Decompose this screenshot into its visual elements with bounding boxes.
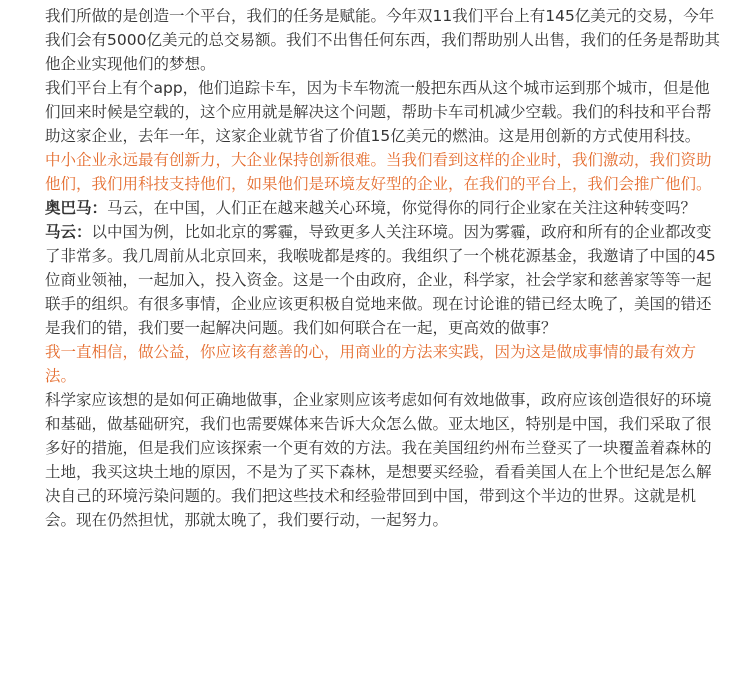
- paragraph-jack-ma-answer: [45, 220, 720, 340]
- speaker-label-jack-ma: 马云：: [45, 223, 92, 241]
- obama-question-text: 马云，在中国，人们正在越来越关心环境，你觉得你的同行企业家在关注这种转变吗？: [107, 199, 697, 217]
- paragraph-sme-highlight: 中小企业永远最有创新力，大企业保持创新很难。当我们看到这样的企业时，我们激动，我们资助他们，我们用科技支持他们，如果他们是环境友好型的企业，在我们的平台上，我们会推广他们。: [45, 151, 712, 193]
- paragraph-philanthropy-highlight: 我一直相信，做公益，你应该有慈善的心，用商业的方法来实践，因为这是做成事情的最有效方法。: [45, 343, 697, 385]
- paragraph-scientists: 科学家应该想的是如何正确地做事，企业家则应该考虑如何有效地做事，政府应该创造很好的环境和基础，做基础研究，我们也需要媒体来告诉大众怎么做。亚太地区，特别是中国，我们采取了很多好的措施，但是我们应该探索一个更有效的方法。我在美国纽约州布兰登买了一块覆盖着森林的土地，我买这块土地的原因，不是为了买下森林，是想要买经验，看看美国人在上个世纪是怎么解决自己的环境污染问题的。我们把这些技术和经验带回到中国，带到这个半边的世界。这就是机会。现在仍然担忧，那就太晚了，我们要行动，一起努力。: [45, 391, 712, 529]
- speaker-label-obama: 奥巴马：: [45, 199, 108, 217]
- paragraph-obama-question: [45, 196, 720, 220]
- paragraph-truck-app: 我们平台上有个app，他们追踪卡车，因为卡车物流一般把东西从这个城市运到那个城市，但是他们回来时候是空载的，这个应用就是解决这个问题，帮助卡车司机减少空载。我们的科技和平台帮助这家企业，去年一年，这家企业就节省了价值15亿美元的燃油。这是用创新的方式使用科技。: [45, 79, 712, 145]
- article-body: [45, 4, 720, 532]
- paragraph-platform: 我们所做的是创造一个平台，我们的任务是赋能。今年双11我们平台上有145亿美元的交易，今年我们会有5000亿美元的总交易额。我们不出售任何东西，我们帮助别人出售，我们的任务是帮助其他企业实现他们的梦想。: [45, 7, 720, 73]
- jack-ma-answer-text: 以中国为例，比如北京的雾霾，导致更多人关注环境。因为雾霾，政府和所有的企业都改变了非常多。我几周前从北京回来，我喉咙都是疼的。我组织了一个桃花源基金，我邀请了中国的45位商业领袖，一起加入，投入资金。这是一个由政府，企业，科学家，社会学家和慈善家等等一起联手的组织。有很多事情，企业应该更积极自觉地来做。现在讨论谁的错已经太晚了，美国的错还是我们的错，我们要一起解决问题。我们如何联合在一起，更高效的做事？: [45, 223, 716, 337]
